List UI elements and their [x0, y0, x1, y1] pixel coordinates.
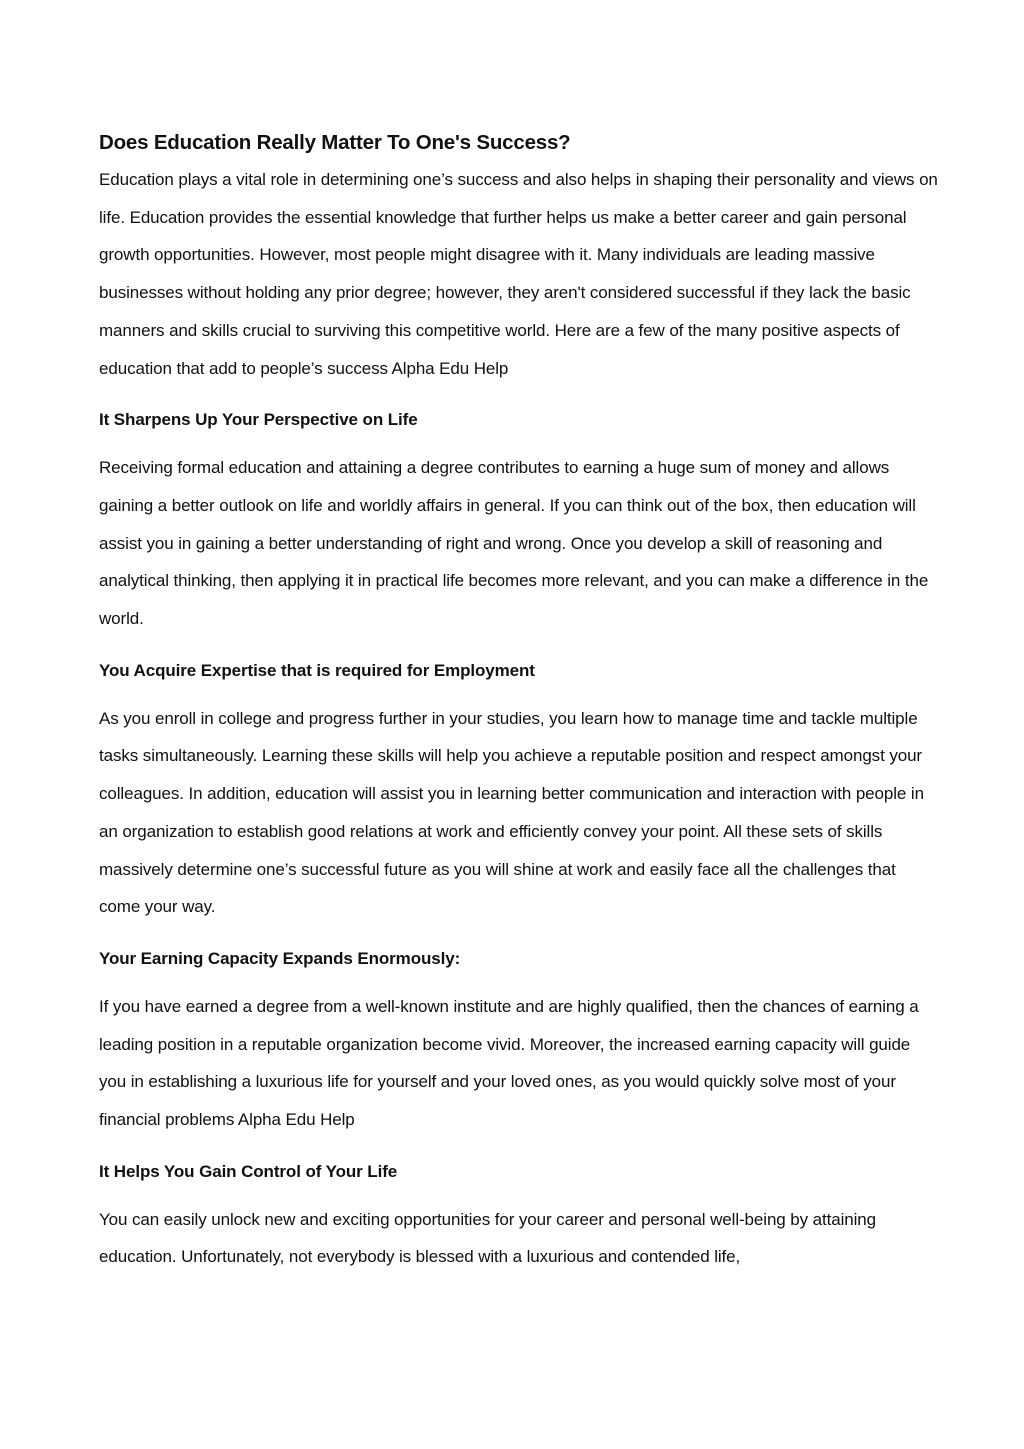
intro-paragraph: Education plays a vital role in determining one’s success and also helps in shaping their personality and views on life. Education provides the essential knowledge that further helps us make a better career and gain personal growth opportunities. However, most people might disagree with it. Many individuals are leading massive businesses without holding any prior degree; however, they aren't considered successful if they lack the basic manners and skills crucial to surviving this competitive world. Here are a few of the many positive aspects of education that add to people’s success Alpha Edu Help	[99, 170, 938, 378]
section-paragraph: Receiving formal education and attaining a degree contributes to earning a huge sum of money and allows gaining a better outlook on life and worldly affairs in general. If you can think out of the box, then education will assist you in gaining a better understanding of right and wrong. Once you develop a skill of reasoning and analytical thinking, then applying it in practical life becomes more relevant, and you can make a difference in the world.	[99, 458, 929, 629]
section-heading: It Helps You Gain Control of Your Life	[99, 1161, 398, 1181]
section-expertise	[99, 658, 939, 926]
section-heading: You Acquire Expertise that is required for Employment	[99, 660, 535, 680]
section-control-of-life	[99, 1159, 939, 1276]
section-paragraph: You can easily unlock new and exciting opportunities for your career and personal well-being by attaining education. Unfortunately, not everybody is blessed with a luxurious and contended life,	[99, 1209, 877, 1267]
section-earning-capacity	[99, 946, 939, 1139]
section-perspective	[99, 407, 939, 638]
section-paragraph: If you have earned a degree from a well-known institute and are highly qualified, then the chances of earning a leading position in a reputable organization become vivid. Moreover, the increased earning capacity will guide you in establishing a luxurious life for yourself and your loved ones, as you would quickly solve most of your financial problems Alpha Edu Help	[99, 996, 919, 1130]
document-page	[99, 128, 939, 1276]
section-heading: Your Earning Capacity Expands Enormously:	[99, 948, 461, 968]
section-heading: It Sharpens Up Your Perspective on Life	[99, 410, 418, 430]
section-paragraph: As you enroll in college and progress further in your studies, you learn how to manage time and tackle multiple tasks simultaneously. Learning these skills will help you achieve a reputable position and respect amongst your colleagues. In addition, education will assist you in learning better communication and interaction with people in an organization to establish good relations at work and efficiently convey your point. All these sets of skills massively determine one’s successful future as you will shine at work and easily face all the challenges that come your way.	[99, 708, 924, 917]
document-title: Does Education Really Matter To One's Success?	[99, 131, 571, 154]
